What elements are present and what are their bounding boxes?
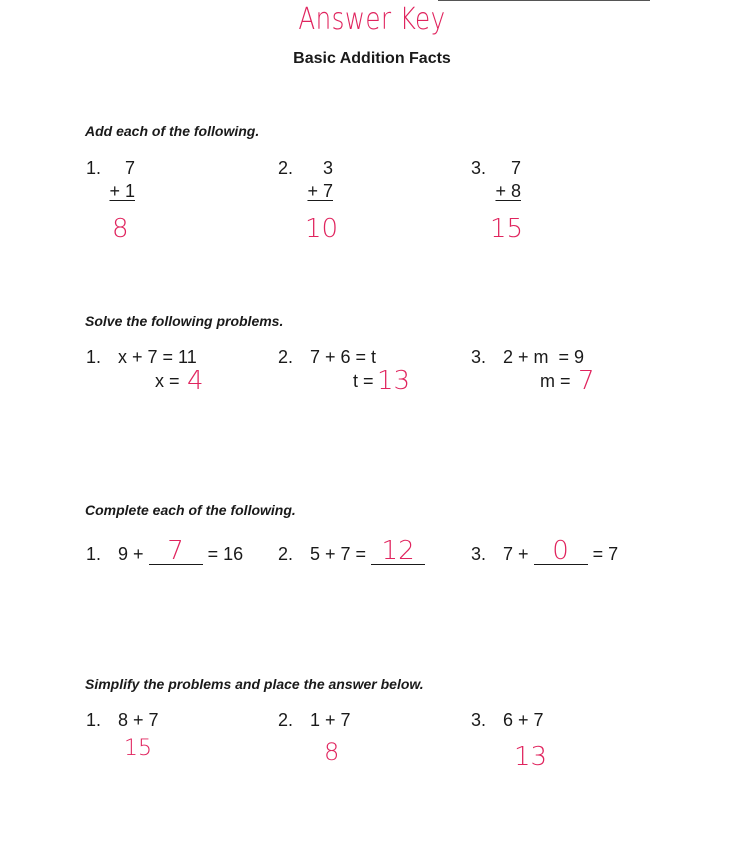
s2-p1-answer: 4 bbox=[187, 366, 204, 396]
s4-p3-expression: 6 + 7 bbox=[503, 710, 544, 730]
s3-p3-expression bbox=[503, 536, 619, 566]
s2-p2-number: 2. bbox=[278, 347, 294, 367]
s2-p2-answer: 13 bbox=[377, 366, 411, 396]
s3-p3-answer: 0 bbox=[552, 536, 569, 566]
s3-p1-after: = 16 bbox=[207, 544, 244, 564]
section2-instruction: Solve the following problems. bbox=[85, 313, 284, 329]
s2-p2-var-label: t = bbox=[353, 371, 374, 391]
s2-p3-answer: 7 bbox=[578, 366, 595, 396]
s1-p2-answer: 10 bbox=[305, 214, 339, 244]
s1-p3-number: 3. bbox=[471, 158, 487, 178]
s4-p2-expression: 1 + 7 bbox=[310, 710, 351, 730]
s1-p1-answer: 8 bbox=[112, 214, 129, 244]
s3-p3-blank bbox=[534, 536, 588, 566]
s1-p2-top: 3 bbox=[322, 158, 333, 178]
s1-p3-answer: 15 bbox=[490, 214, 524, 244]
answer-key-heading: Answer Key bbox=[298, 2, 446, 37]
s1-p2-number: 2. bbox=[278, 158, 294, 178]
s2-p2-equation: 7 + 6 = t bbox=[310, 347, 377, 367]
s4-p1-expression: 8 + 7 bbox=[118, 710, 159, 730]
s3-p1-number: 1. bbox=[86, 544, 102, 564]
s3-p2-blank bbox=[371, 536, 425, 566]
s3-p3-before: 7 + bbox=[503, 544, 529, 564]
s4-p2-answer: 8 bbox=[324, 738, 340, 766]
s3-p1-answer: 7 bbox=[167, 536, 184, 566]
s1-p2-bottom: + 7 bbox=[307, 181, 333, 201]
s3-p2-number: 2. bbox=[278, 544, 294, 564]
s4-p2-number: 2. bbox=[278, 710, 294, 730]
s2-p3-equation: 2 + m = 9 bbox=[503, 347, 585, 367]
s2-p1-number: 1. bbox=[86, 347, 102, 367]
s2-p3-number: 3. bbox=[471, 347, 487, 367]
s2-p1-var-label: x = bbox=[155, 371, 180, 391]
s3-p2-expression bbox=[310, 536, 425, 566]
s1-p1-bottom: + 1 bbox=[109, 181, 135, 201]
s3-p2-answer: 12 bbox=[381, 536, 415, 566]
page-title: Basic Addition Facts bbox=[293, 50, 451, 67]
s1-p1-number: 1. bbox=[86, 158, 102, 178]
s1-p1-top: 7 bbox=[124, 158, 135, 178]
s3-p1-blank bbox=[149, 536, 203, 566]
s2-p1-equation: x + 7 = 11 bbox=[118, 347, 197, 367]
section4-instruction: Simplify the problems and place the answer below. bbox=[85, 676, 424, 692]
s1-p3-top: 7 bbox=[510, 158, 521, 178]
s4-p3-number: 3. bbox=[471, 710, 487, 730]
s1-p3-bottom: + 8 bbox=[495, 181, 521, 201]
section3-instruction: Complete each of the following. bbox=[85, 502, 296, 518]
s3-p2-before: 5 + 7 = bbox=[310, 544, 367, 564]
s3-p3-after: = 7 bbox=[592, 544, 619, 564]
section1-instruction: Add each of the following. bbox=[85, 123, 260, 139]
s4-p3-answer: 13 bbox=[514, 742, 548, 772]
s2-p3-var-label: m = bbox=[540, 371, 571, 391]
s3-p3-number: 3. bbox=[471, 544, 487, 564]
s4-p1-answer: 15 bbox=[124, 736, 152, 761]
s3-p1-expression bbox=[118, 536, 244, 566]
s4-p1-number: 1. bbox=[86, 710, 102, 730]
s3-p1-before: 9 + bbox=[118, 544, 144, 564]
name-line bbox=[438, 0, 650, 1]
